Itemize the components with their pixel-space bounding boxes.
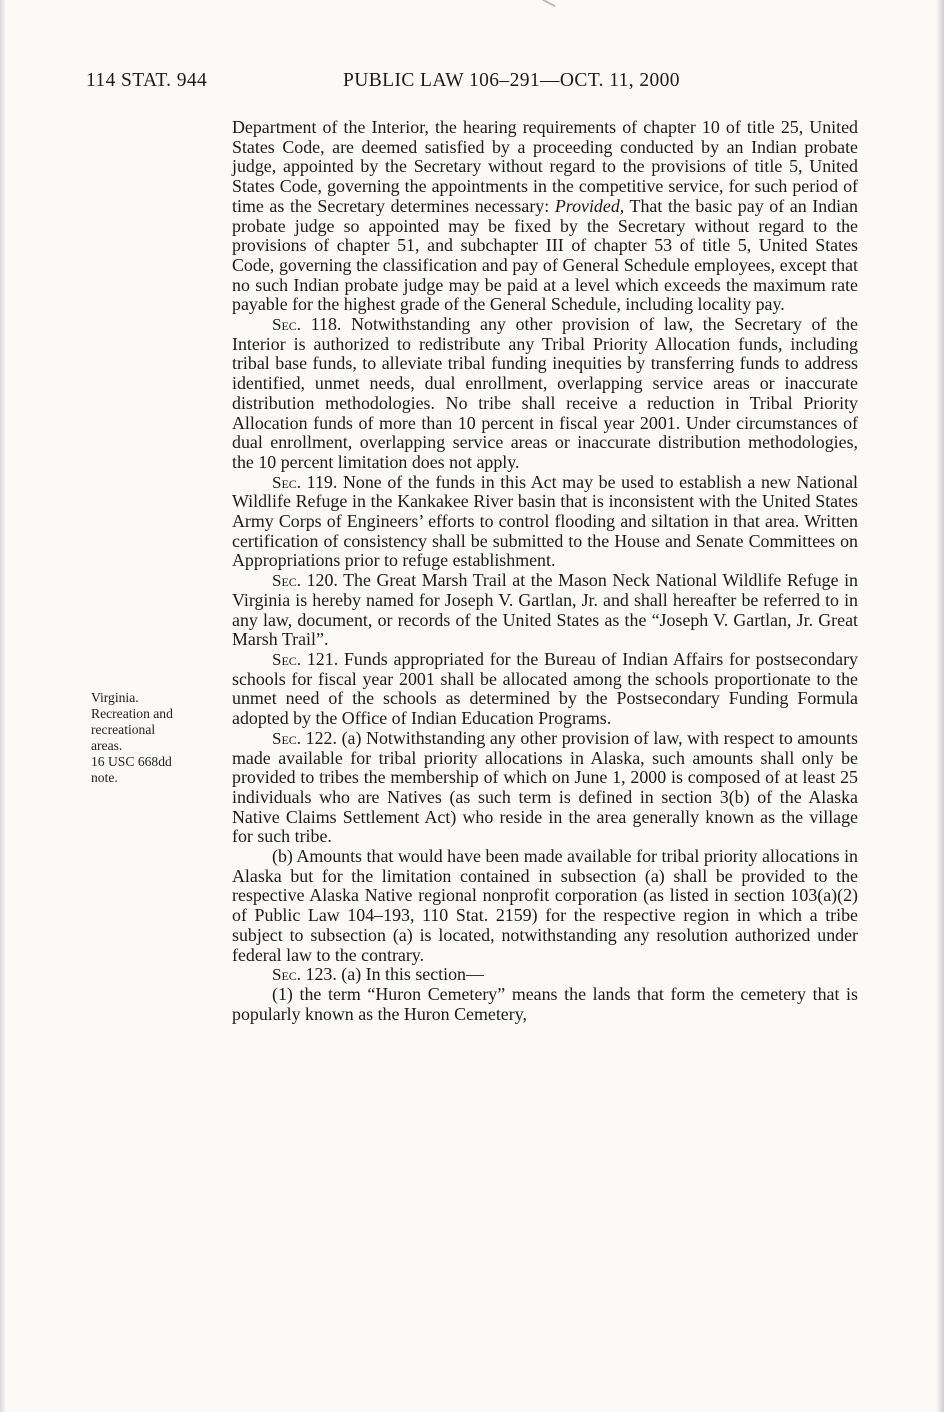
stat-citation: 114 STAT. 944 [86,70,208,91]
text-run: That the basic pay of an Indian probate judge so appointed may be fixed by the Secretary without regard to the provisions of chapter 51, and subchapter III of chapter 53 of title 5, United States Code, governing the classification and pay of General Schedule employees, except that no such Indian probate judge may be paid at a level which exceeds the maximum rate payable for the highest grade of the General Schedule, including locality pay. [232,195,858,315]
section-123 [232,965,858,985]
margin-note: 16 USC 668dd [91,754,172,769]
sec-label: Sec. [272,965,302,985]
page-edge-shadow-right [936,0,944,1412]
body-text [232,118,858,1024]
sec-label: Sec. [272,315,302,335]
law-citation: PUBLIC LAW 106–291—OCT. 11, 2000 [343,70,680,91]
section-text: 122. (a) Notwithstanding any other provision of law, with respect to amounts made available for tribal priority allocations in Alaska, such amounts shall only be provided to tribes the membership of which on June 1, 2000 is composed of at least 25 individuals who are Natives (as such term is defined in section 3(b) of the Alaska Native Claims Settlement Act) who reside in the area generally known as the village for such tribe. [232,727,858,847]
section-123-item-1: (1) the term “Huron Cemetery” means the lands that form the cemetery that is popularly known as the Huron Cemetery, [232,983,858,1024]
section-text: 118. Notwithstanding any other provision of law, the Secretary of the Interior is authorized to redistribute any Tribal Priority Allocation funds, including tribal base funds, to alleviate tribal funding inequities by transferring funds to address identified, unmet needs, dual enrollment, overlapping service areas or inaccurate distribution methodologies. No tribe shall receive a reduction in Tribal Priority Allocation funds of more than 10 percent in fiscal year 2001. Under circumstances of dual enrollment, overlapping service areas or inaccurate distribution methodologies, the 10 percent limitation does not apply. [232,314,858,472]
sec-label: Sec. [272,571,302,591]
margin-note: Recreation and [91,706,173,721]
sec-label: Sec. [272,728,302,748]
section-122a [232,729,858,847]
section-text: 121. Funds appropriated for the Bureau of Indian Affairs for postsecondary schools for fiscal year 2001 shall be allocated among the schools proportionate to the unmet need of the schools as determined by the Postsecondary Funding Formula adopted by the Office of Indian Education Programs. [232,648,858,729]
margin-notes [91,690,211,786]
italic-text: Provided, [554,195,625,216]
text-run: Department of the Interior, the hearing requirements of chapter 10 of title 25, United States Code, are deemed satisfied by a proceeding conducted by an Indian probate judge, appointed by the Secretary without regard to the provisions of title 5, United States Code, governing the appointments in the competitive service, for such period of time as the Secretary determines necessary: [232,117,858,216]
sec-label: Sec. [272,472,302,492]
section-122b: (b) Amounts that would have been made available for tribal priority allocations in Alaska but for the limitation contained in subsection (a) shall be provided to the respective Alaska Native regional nonprofit corporation (as listed in section 103(a)(2) of Public Law 104–193, 110 Stat. 2159) for the respective region in which a tribe subject to subsection (a) is located, notwithstanding any resolution authorized under federal law to the contrary. [232,846,858,965]
section-text: 119. None of the funds in this Act may be used to establish a new National Wildlife Refuge in the Kankakee River basin that is inconsistent with the United States Army Corps of Engineers’ efforts to control flooding and siltation in that area. Written certification of consistency shall be submitted to the House and Senate Committees on Appropriations prior to refuge establishment. [232,471,858,571]
section-118 [232,315,858,473]
section-text: 120. The Great Marsh Trail at the Mason Neck National Wildlife Refuge in Virginia is hereby named for Joseph V. Gartlan, Jr. and shall hereafter be referred to in any law, document, or records of the United States as the “Joseph V. Gartlan, Jr. Great Marsh Trail”. [232,570,858,650]
margin-note: Virginia. [91,690,139,705]
page-edge-shadow-left [0,0,6,1412]
section-text: 123. (a) In this section— [301,964,484,985]
section-120 [232,571,858,650]
margin-note: recreational [91,722,156,737]
paragraph-continued [232,118,858,315]
margin-note: note. [91,770,118,785]
running-header [86,70,746,96]
scan-mark [542,0,555,7]
section-121 [232,650,858,729]
margin-note: areas. [91,738,123,753]
sec-label: Sec. [272,649,302,669]
section-119 [232,473,858,572]
